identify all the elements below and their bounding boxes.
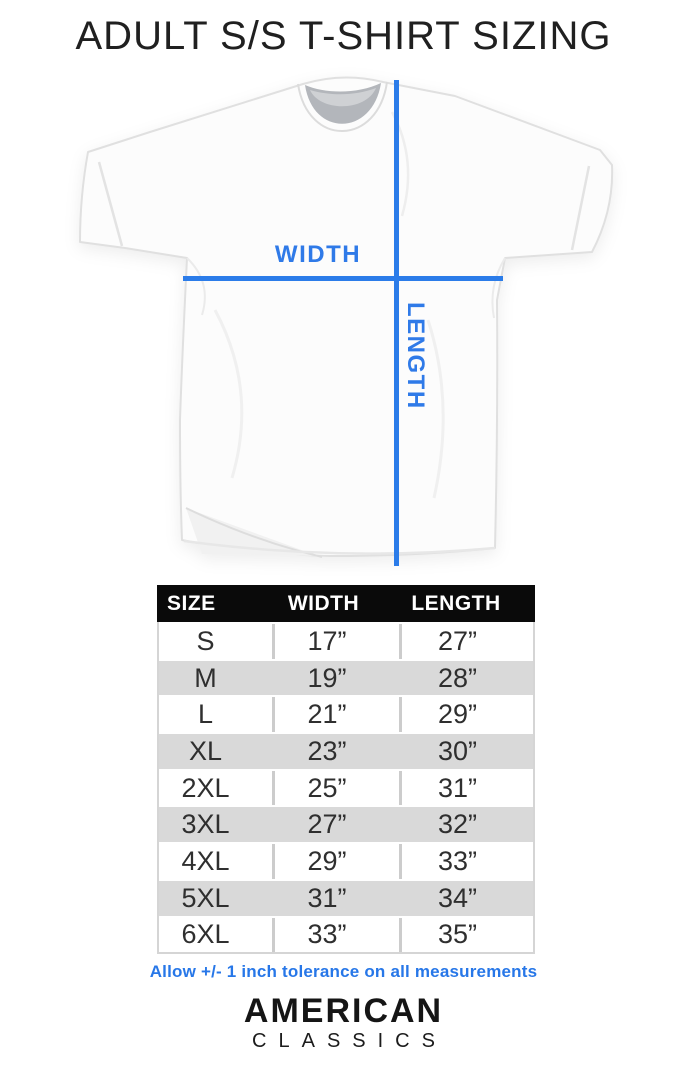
size-table-header [157, 585, 535, 622]
cell-width: 31” [307, 882, 347, 913]
cell-width: 19” [307, 662, 347, 693]
size-row-5xl [159, 879, 533, 916]
cell-width: 33” [272, 918, 399, 953]
size-row-4xl [159, 842, 533, 879]
page-title: ADULT S/S T-SHIRT SIZING [75, 14, 612, 58]
column-header-length: LENGTH [411, 591, 501, 615]
size-row-m [159, 659, 533, 696]
length-label: LENGTH [402, 302, 429, 410]
brand-logo [0, 994, 687, 1051]
size-row-s [159, 622, 533, 659]
width-measure-line [183, 276, 503, 281]
cell-length: 31” [399, 771, 533, 806]
cell-width: 27” [307, 809, 347, 840]
cell-size: S [196, 625, 215, 656]
size-row-l [159, 695, 533, 732]
tolerance-note: Allow +/- 1 inch tolerance on all measurements [149, 962, 538, 981]
size-row-xl [159, 732, 533, 769]
cell-size: 5XL [181, 882, 230, 913]
brand-name-secondary: CLASSICS [252, 1030, 447, 1052]
cell-width: 21” [272, 697, 399, 732]
brand-name-primary: AMERICAN [243, 992, 444, 1030]
cell-length: 30” [437, 735, 478, 766]
cell-length: 29” [399, 697, 533, 732]
cell-length: 32” [437, 809, 478, 840]
cell-width: 29” [272, 844, 399, 879]
cell-length: 34” [437, 882, 478, 913]
size-row-6xl [159, 916, 533, 953]
cell-size: 6XL [181, 919, 230, 950]
cell-length: 33” [399, 844, 533, 879]
cell-width: 25” [272, 771, 399, 806]
cell-size: L [197, 699, 214, 730]
cell-size: 3XL [181, 809, 230, 840]
cell-width: 23” [307, 735, 347, 766]
width-label: WIDTH [274, 241, 362, 268]
length-measure-line [394, 80, 399, 566]
size-row-3xl [159, 805, 533, 842]
cell-width: 17” [272, 624, 399, 659]
size-table [157, 585, 535, 954]
cell-length: 35” [399, 918, 533, 953]
cell-size: 4XL [181, 845, 230, 876]
cell-length: 28” [437, 662, 478, 693]
cell-size: M [194, 662, 217, 693]
column-header-width: WIDTH [287, 591, 360, 615]
cell-size: XL [188, 735, 223, 766]
tshirt-silhouette [80, 77, 612, 556]
size-row-2xl [159, 769, 533, 806]
cell-size: 2XL [181, 772, 230, 803]
size-table-body [157, 622, 535, 954]
cell-length: 27” [399, 624, 533, 659]
column-header-size: SIZE [167, 591, 216, 615]
